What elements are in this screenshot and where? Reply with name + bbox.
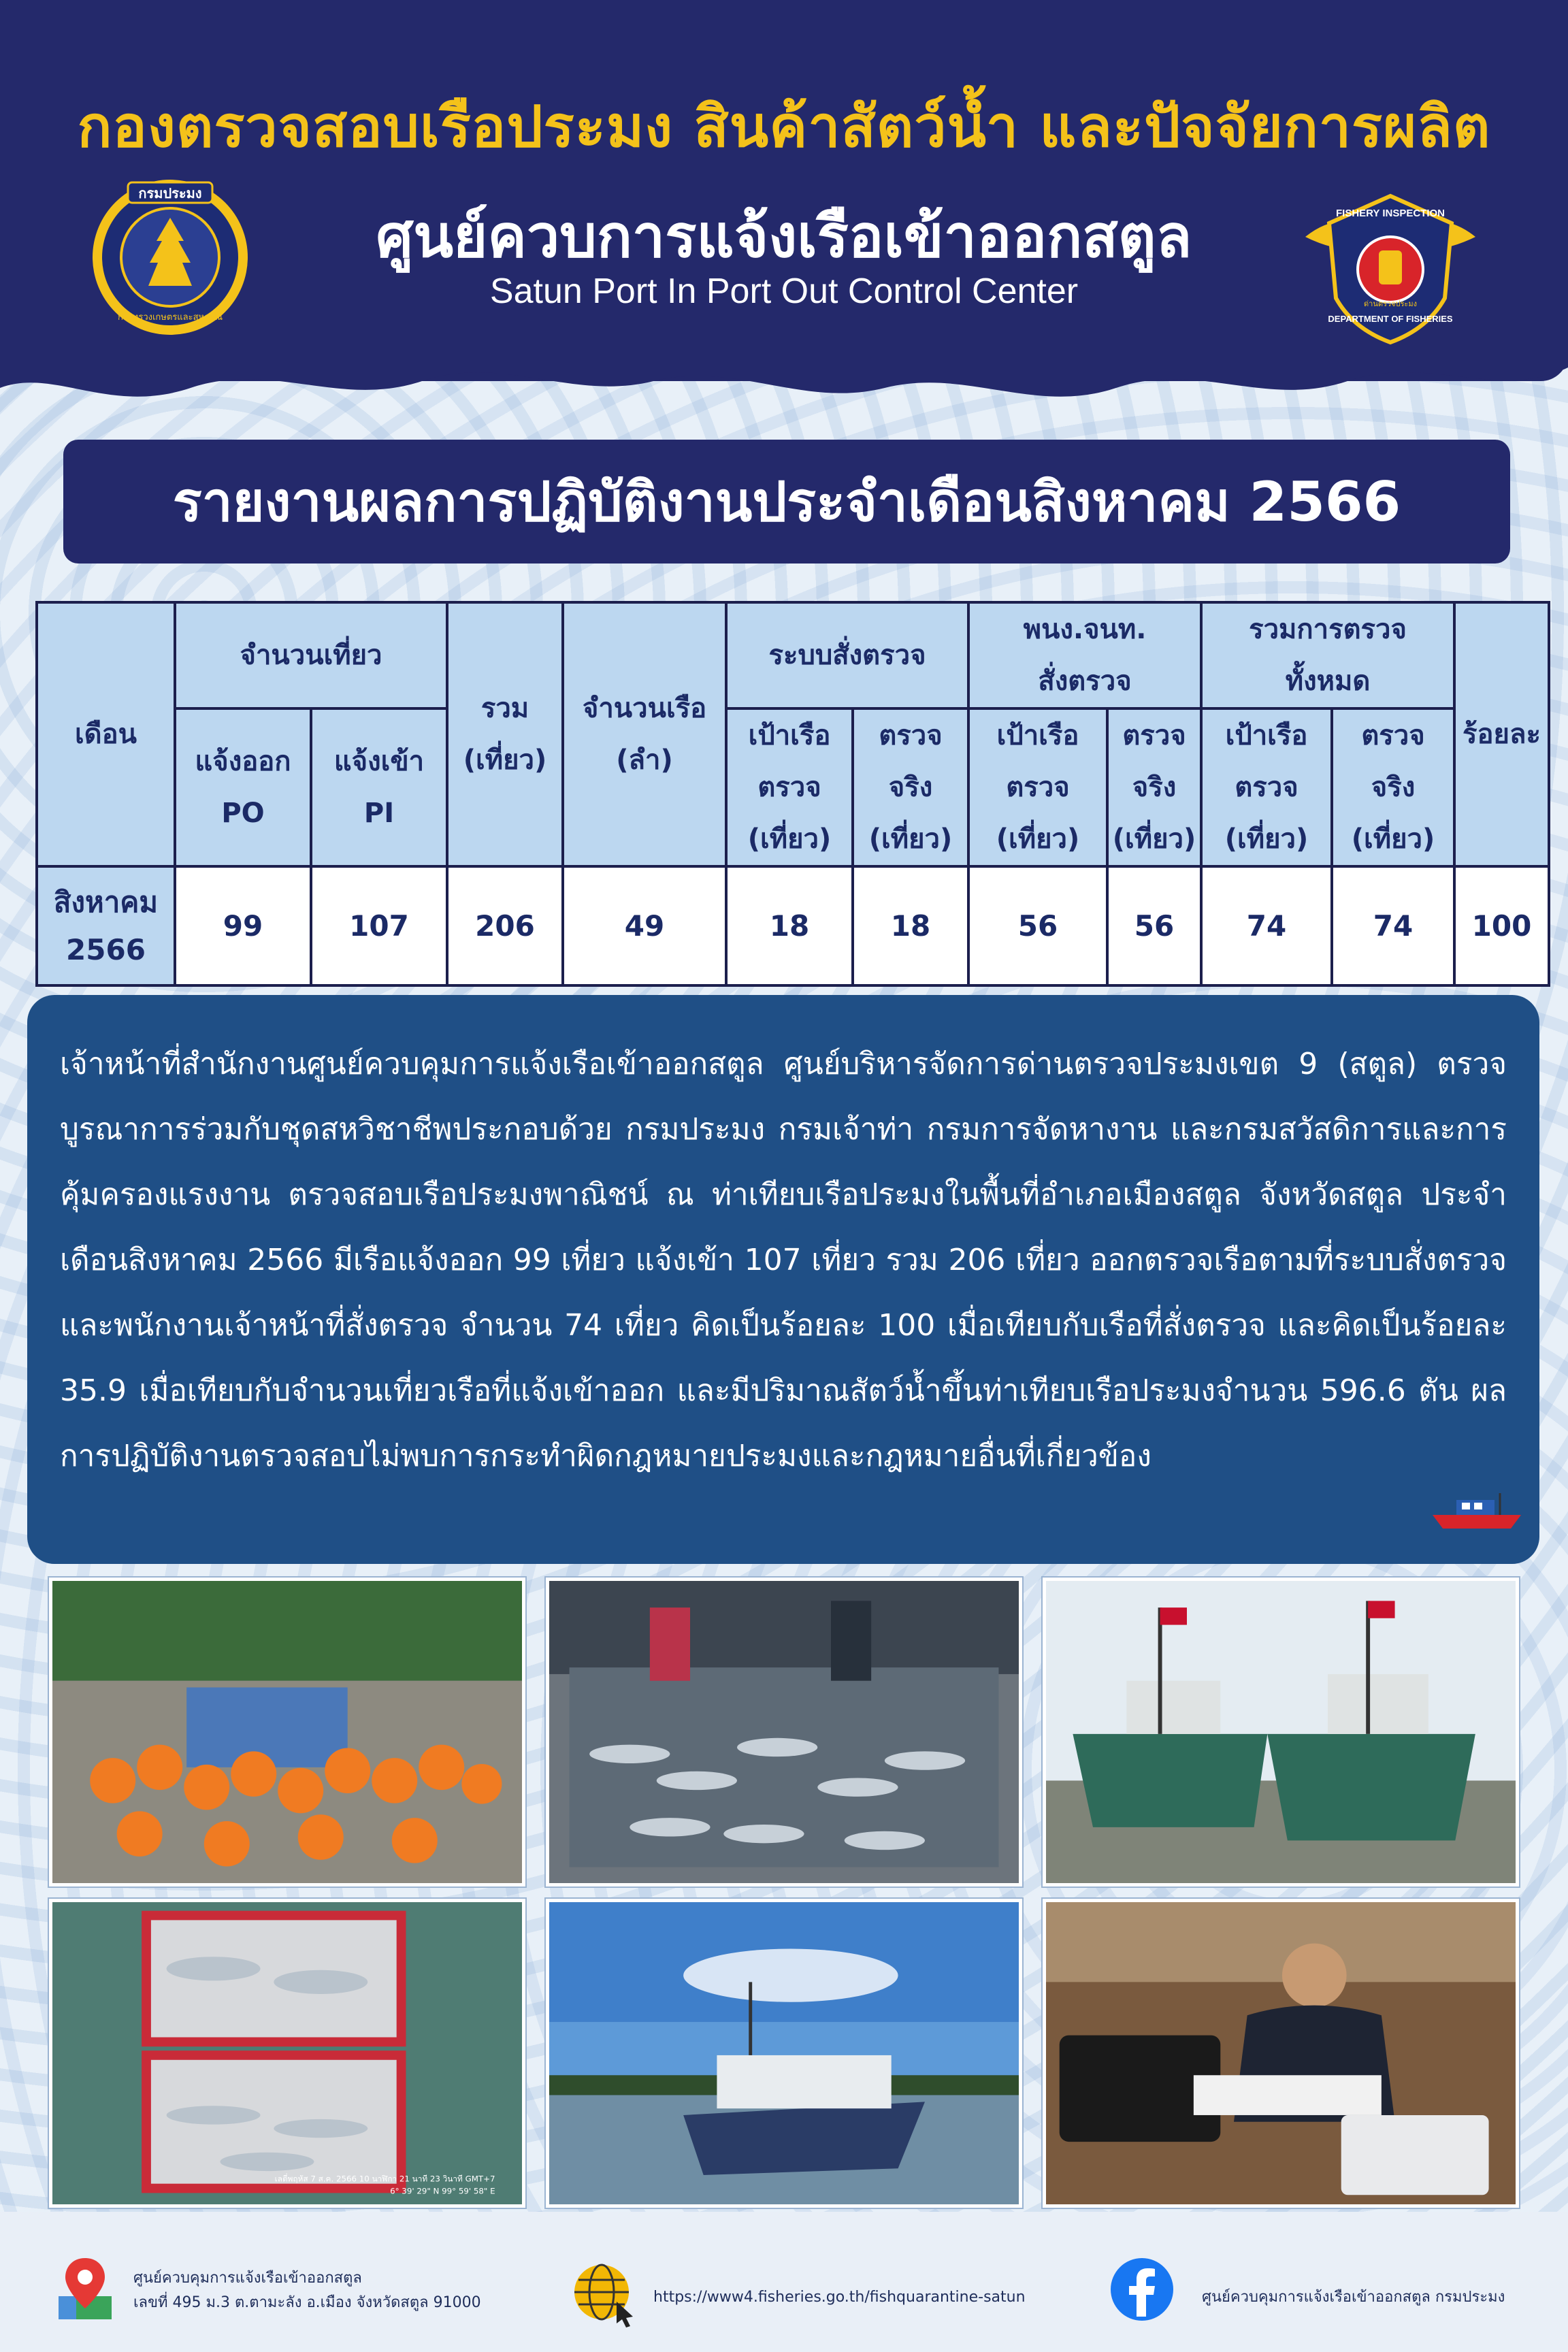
globe-icon	[569, 2259, 637, 2328]
footer-website-link[interactable]: https://www4.fisheries.go.th/fishquarantine-satun	[653, 2289, 1026, 2306]
cell-system-target: 18	[726, 866, 853, 985]
officer-inspection-photo	[1043, 1899, 1519, 2208]
footer-address: ศูนย์ควบคุมการแจ้งเรือเข้าออกสตูล เลขที่ 495 ม.3 ต.ตามะลัง อ.เมือง จังหวัดสตูล 91000	[133, 2270, 481, 2311]
table-row	[37, 866, 1549, 985]
svg-text:เลตี่พฤหัส 7 ส.ค. 2566 10 นาฬิ: เลตี่พฤหัส 7 ส.ค. 2566 10 นาฬิกา 21 นาที 23 วินาที GMT+7	[274, 2174, 495, 2184]
svg-text:กระทรวงเกษตรและสหกรณ์: กระทรวงเกษตรและสหกรณ์	[117, 312, 223, 323]
department-title: กองตรวจสอบเรือประมง สินค้าสัตว์น้ำ และปัจจัยการผลิต	[77, 93, 1491, 160]
header-percent: ร้อยละ	[1454, 602, 1549, 866]
crew-group-photo	[49, 1578, 525, 1886]
map-pin-icon	[54, 2254, 116, 2322]
header-wave-edge	[0, 340, 1568, 422]
svg-text:ด่านตรวจประมง: ด่านตรวจประมง	[1364, 299, 1417, 308]
footer-facebook-page[interactable]: ศูนย์ควบคุมการแจ้งเรือเข้าออกสตูล กรมประมง	[1202, 2289, 1505, 2306]
header-officer-target: เป้าเรือ ตรวจ (เที่ยว)	[968, 708, 1107, 866]
header-po: แจ้งออก PO	[175, 708, 311, 866]
svg-text:FISHERY INSPECTION: FISHERY INSPECTION	[1335, 208, 1446, 219]
cell-month: สิงหาคม 2566	[37, 866, 175, 985]
svg-text:6° 39' 29" N 99° 59' 58" E: 6° 39' 29" N 99° 59' 58" E	[390, 2186, 495, 2196]
header-boats: จำนวนเรือ (ลำ)	[563, 602, 726, 866]
monthly-statistics-table	[35, 601, 1550, 987]
header-system-target: เป้าเรือ ตรวจ (เที่ยว)	[726, 708, 853, 866]
docked-boats-photo	[1043, 1578, 1519, 1886]
header-system-actual: ตรวจ จริง (เที่ยว)	[853, 708, 968, 866]
cell-officer-target: 56	[968, 866, 1107, 985]
header-pi: แจ้งเข้า PI	[311, 708, 447, 866]
header-month: เดือน	[37, 602, 175, 866]
center-title: ศูนย์ควบการแจ้งเรือเข้าออกสตูล	[376, 203, 1192, 271]
table-header-row-1	[37, 602, 1549, 708]
summary-text: เจ้าหน้าที่สำนักงานศูนย์ควบคุมการแจ้งเรือเข้าออกสตูล ศูนย์บริหารจัดการด่านตรวจประมงเขต 9 (สตูล) ตรวจบูรณาการร่วมกับชุดสหวิชาชีพประกอบด้วย กรมประมง กรมเจ้าท่า กรมการจัดหางาน และกรมสวัสดิการและการคุ้มครองแรงงาน ตรวจสอบเรือประมงพาณิชน์ ณ ท่าเทียบเรือประมงในพื้นที่อำเภอเมืองสตูล จังหวัดสตูล ประจำเดือนสิงหาคม 2566 มีเรือแจ้งออก 99 เที่ยว แจ้งเข้า 107 เที่ยว รวม 206 เที่ยว ออกตรวจเรือตามที่ระบบสั่งตรวจและพนักงานเจ้าหน้าที่สั่งตรวจ จำนวน 74 เที่ยว คิดเป็นร้อยละ 100 เมื่อเทียบกับเรือที่สั่งตรวจ และคิดเป็นร้อยละ 35.9 เมื่อเทียบกับจำนวนเที่ยวเรือที่แจ้งเข้าออก และมีปริมาณสัตว์น้ำขึ้นท่าเทียบเรือประมงจำนวน 596.6 ตัน ผลการปฏิบัติงานตรวจสอบไม่พบการกระทำผิดกฎหมายประมงและกฎหมายอื่นที่เกี่ยวข้อง	[60, 1047, 1507, 1473]
cell-system-actual: 18	[853, 866, 968, 985]
fish-crates-photo	[49, 1899, 525, 2208]
cell-boats: 49	[563, 866, 726, 985]
cell-pi: 107	[311, 866, 447, 985]
svg-text:DEPARTMENT OF FISHERIES: DEPARTMENT OF FISHERIES	[1328, 314, 1453, 324]
center-subtitle: Satun Port In Port Out Control Center	[489, 272, 1079, 311]
boat-on-water-photo	[546, 1899, 1022, 2208]
cell-all-target: 74	[1201, 866, 1332, 985]
cell-total: 206	[447, 866, 563, 985]
fishing-boat-icon	[1429, 1490, 1524, 1531]
header-all-actual: ตรวจ จริง (เที่ยว)	[1332, 708, 1454, 866]
header-all-checks: รวมการตรวจ ทั้งหมด	[1201, 602, 1454, 708]
header-all-target: เป้าเรือ ตรวจ (เที่ยว)	[1201, 708, 1332, 866]
header-total: รวม (เที่ยว)	[447, 602, 563, 866]
cell-officer-actual: 56	[1107, 866, 1201, 985]
cell-all-actual: 74	[1332, 866, 1454, 985]
svg-text:กรมประมง: กรมประมง	[138, 185, 202, 201]
table-header-row-2	[37, 708, 1549, 866]
header-officer-actual: ตรวจ จริง (เที่ยว)	[1107, 708, 1201, 866]
report-title-banner	[63, 440, 1510, 564]
header-trips: จำนวนเที่ยว	[175, 602, 447, 708]
cell-percent: 100	[1454, 866, 1549, 985]
cell-po: 99	[175, 866, 311, 985]
header-system-order: ระบบสั่งตรวจ	[726, 602, 968, 708]
summary-box	[27, 995, 1539, 1564]
fish-sorting-photo	[546, 1578, 1022, 1886]
header-officer-order: พนง.จนท. สั่งตรวจ	[968, 602, 1201, 708]
facebook-icon	[1109, 2257, 1175, 2322]
report-title: รายงานผลการปฏิบัติงานประจำเดือนสิงหาคม 2566	[172, 470, 1401, 534]
